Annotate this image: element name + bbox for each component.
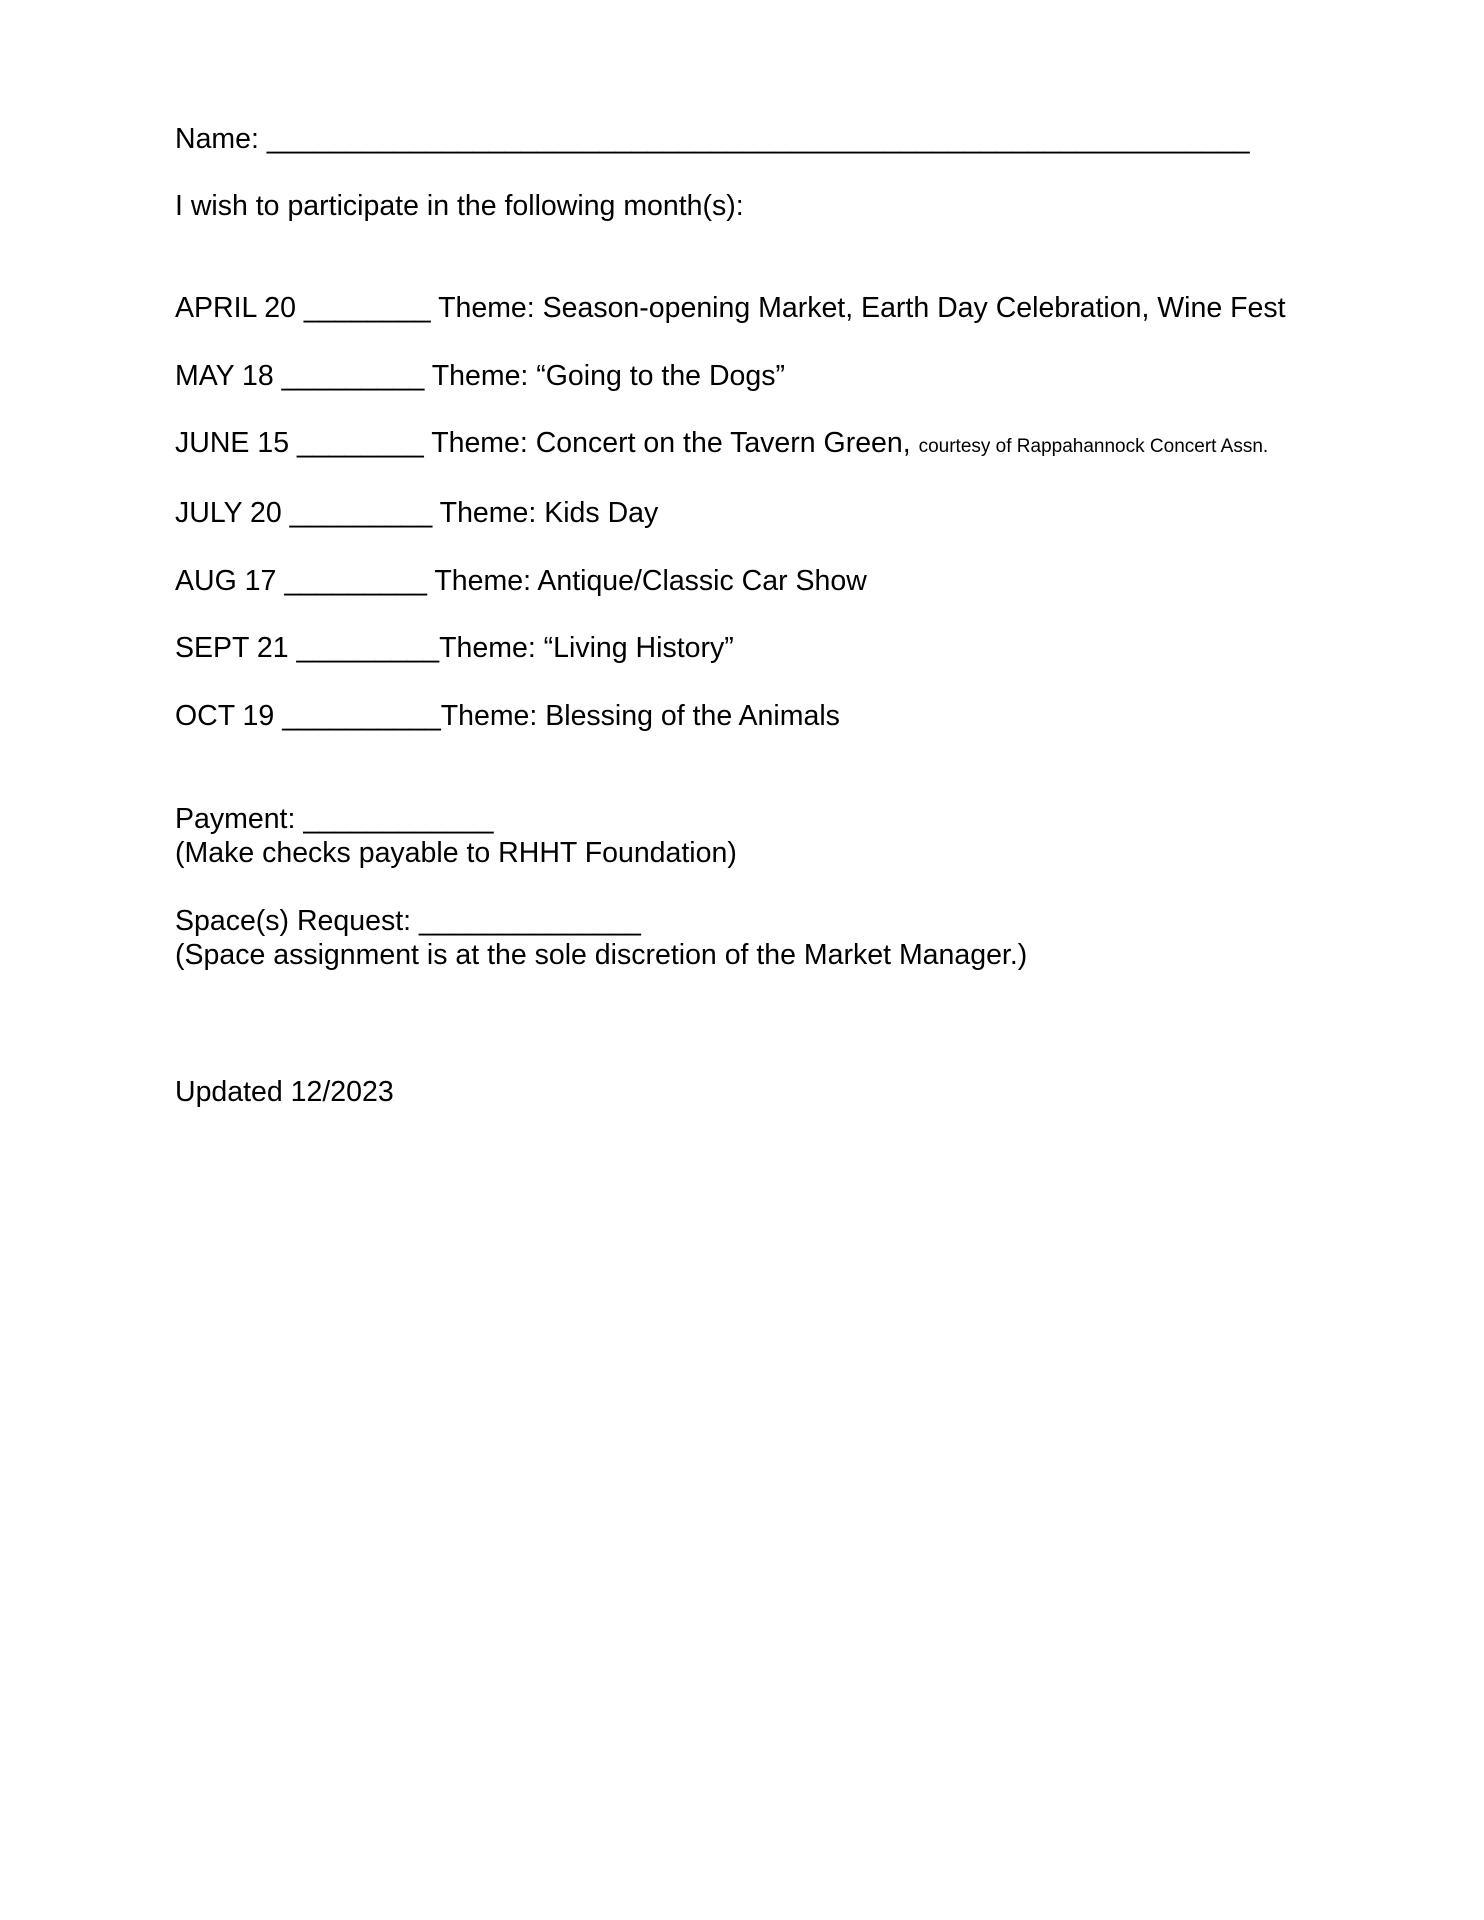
updated-date: Updated 12/2023 (175, 1076, 394, 1108)
space-request-row (175, 904, 641, 938)
month-date: JUNE 15 (175, 427, 290, 459)
month-date: OCT 19 (175, 700, 275, 732)
space-request-note: (Space assignment is at the sole discretion of the Market Manager.) (175, 939, 1028, 971)
space-request-blank: ______________ (418, 905, 641, 937)
month-row-april (175, 291, 1286, 325)
payment-row (175, 802, 494, 836)
month-blank: __________ (282, 700, 441, 732)
month-theme: Theme: Kids Day (439, 497, 659, 529)
month-row-june (175, 426, 1268, 464)
name-row (175, 122, 1250, 156)
space-request-label: Space(s) Request: (175, 905, 412, 937)
month-date: SEPT 21 (175, 632, 289, 664)
name-label: Name: (175, 123, 259, 155)
month-row-may (175, 359, 785, 393)
month-date: MAY 18 (175, 360, 274, 392)
month-row-oct (175, 699, 840, 733)
month-blank: ________ (303, 292, 431, 324)
month-theme: Theme: Season-opening Market, Earth Day Celebration, Wine Fest (438, 292, 1286, 324)
month-blank: _________ (289, 497, 433, 529)
month-theme-note: courtesy of Rappahannock Concert Assn. (918, 436, 1269, 457)
month-blank: ________ (296, 427, 424, 459)
payment-label: Payment: (175, 803, 296, 835)
month-blank: _________ (284, 565, 427, 597)
month-theme: Theme: “Going to the Dogs” (431, 360, 785, 392)
month-blank: _________ (296, 632, 440, 664)
month-date: AUG 17 (175, 565, 277, 597)
month-theme: Theme: Blessing of the Animals (440, 700, 840, 732)
month-row-sept (175, 631, 734, 665)
month-row-aug (175, 564, 867, 598)
month-theme: Theme: “Living History” (439, 632, 734, 664)
payment-blank: ____________ (303, 803, 494, 835)
month-theme: Theme: Antique/Classic Car Show (434, 565, 867, 597)
month-row-july (175, 496, 658, 530)
payment-note: (Make checks payable to RHHT Foundation) (175, 837, 737, 869)
name-blank: ______________________________________________________________ (266, 123, 1250, 155)
month-blank: _________ (281, 360, 425, 392)
month-date: JULY 20 (175, 497, 282, 529)
month-theme: Theme: Concert on the Tavern Green, (431, 427, 911, 459)
month-date: APRIL 20 (175, 292, 296, 324)
intro-text: I wish to participate in the following month(s): (175, 190, 744, 222)
